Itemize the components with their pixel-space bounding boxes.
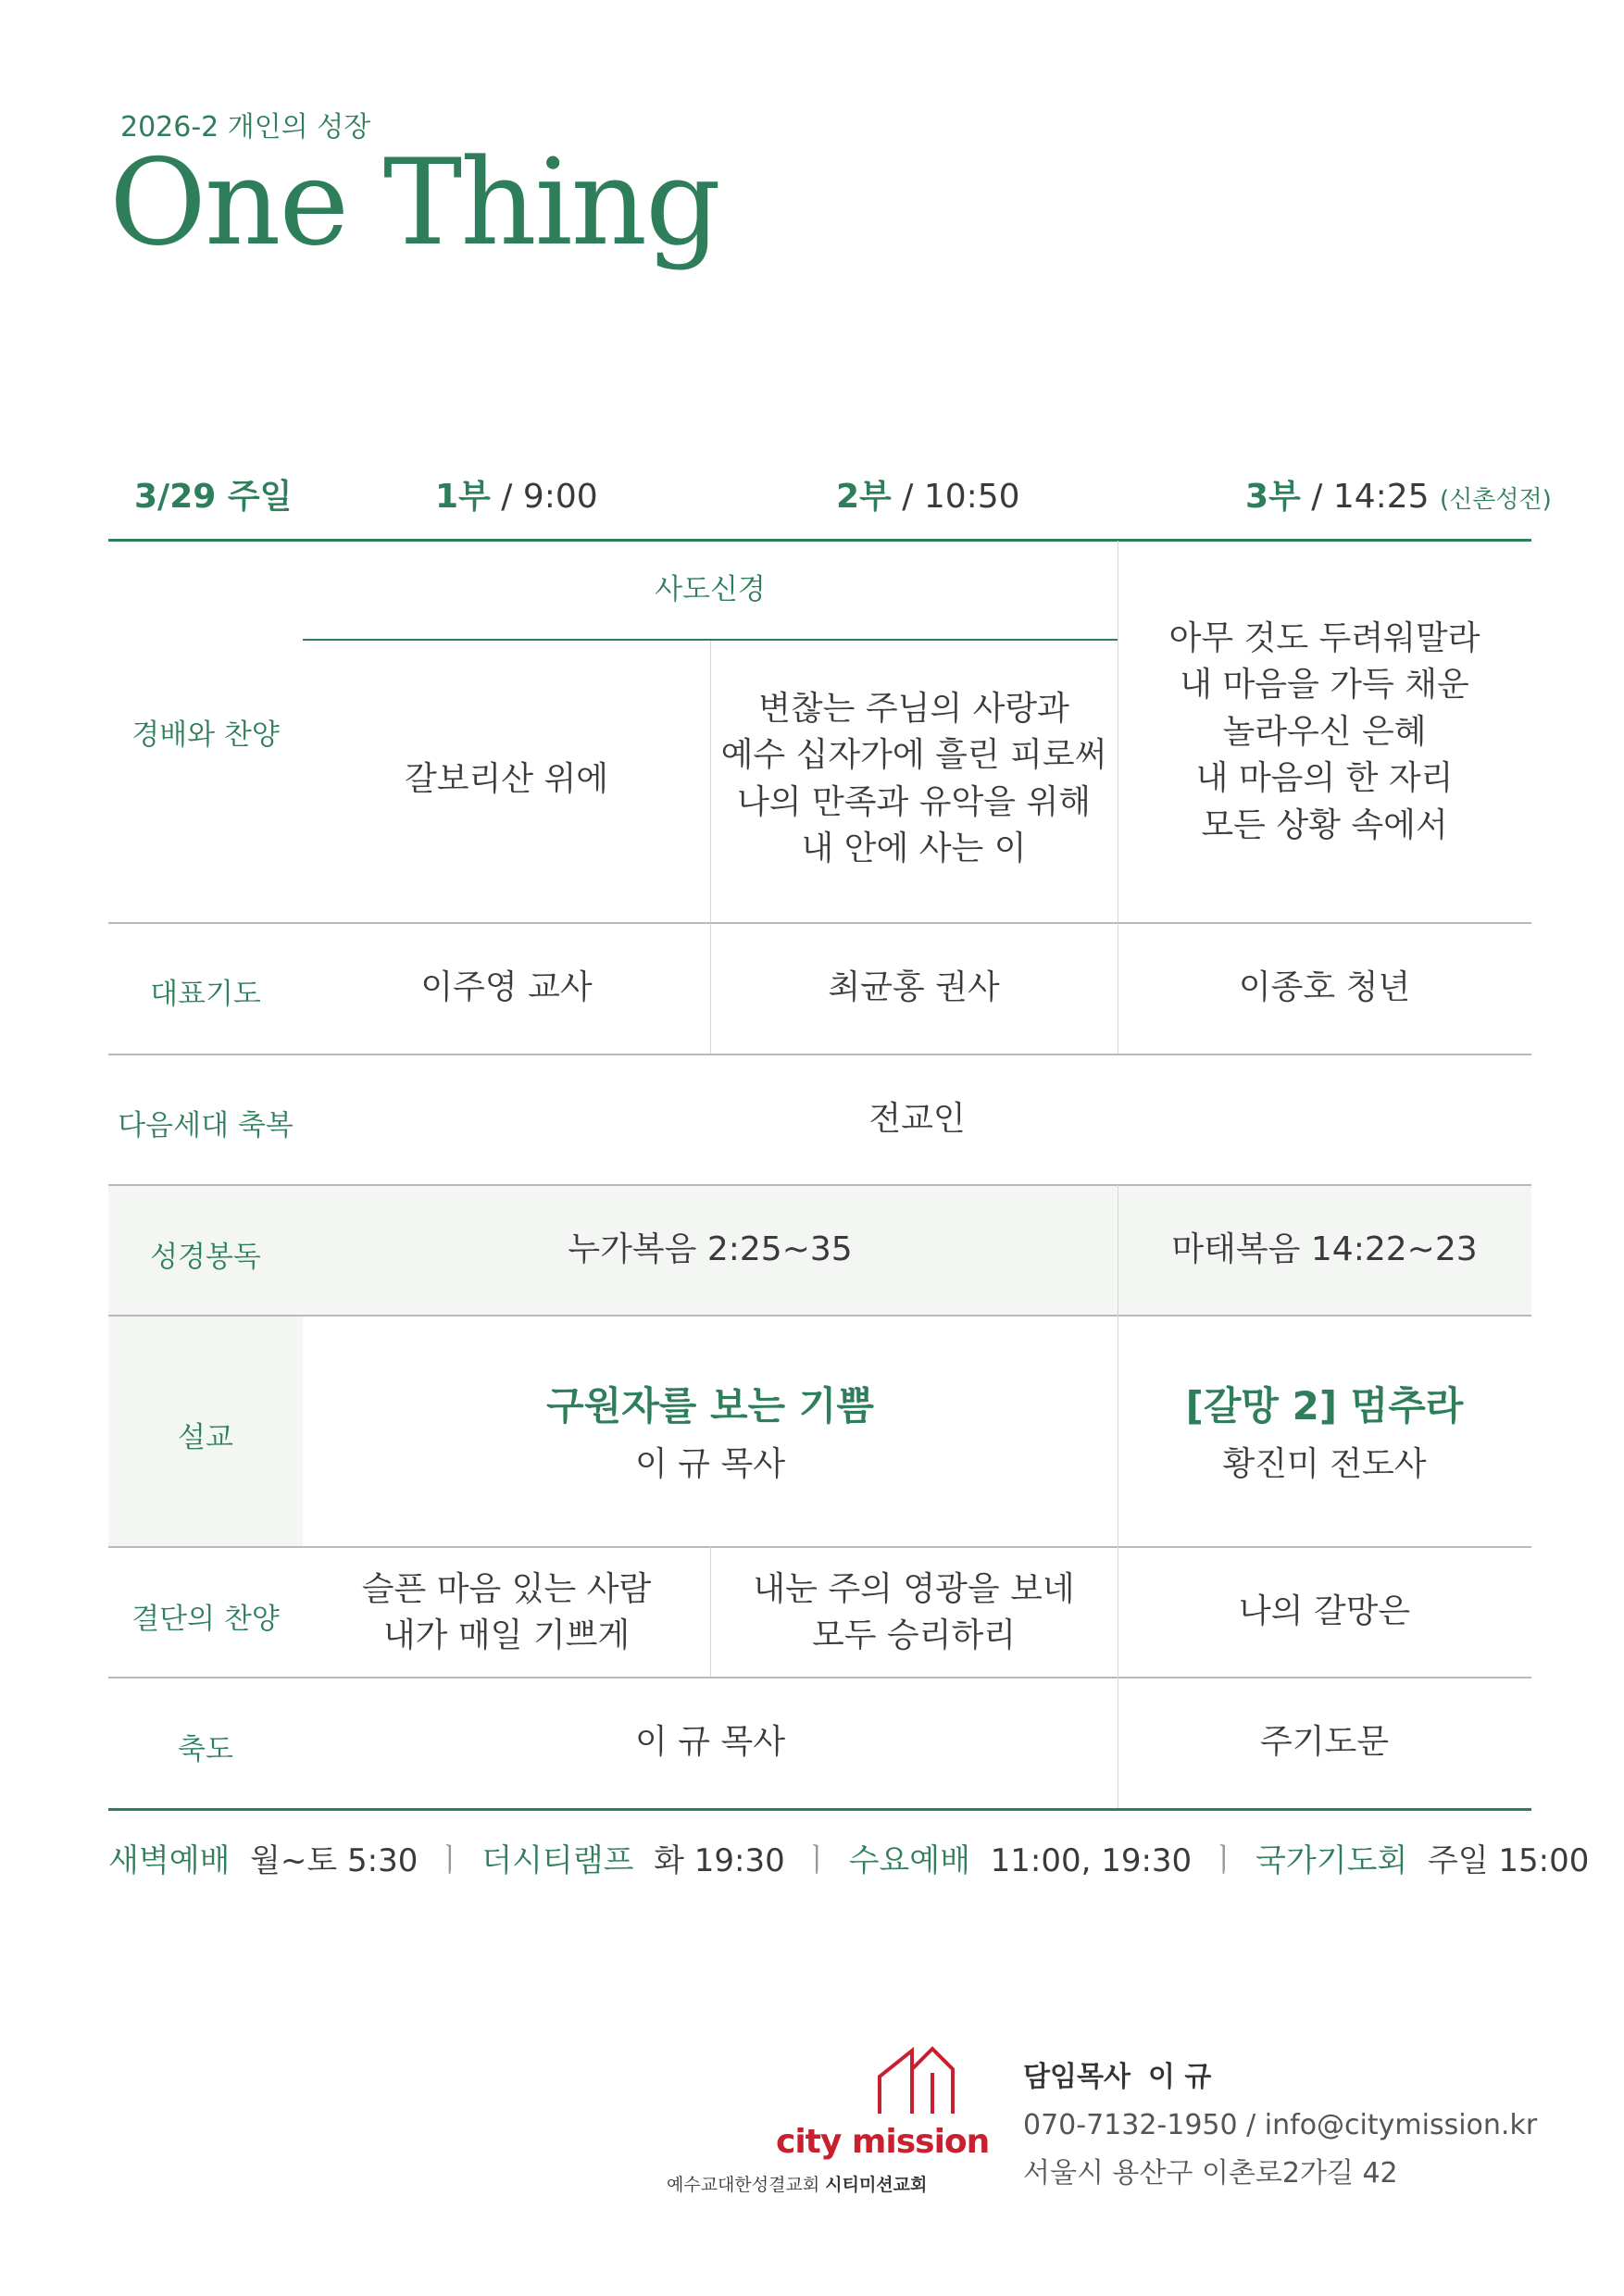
service-3-time: / 14:25	[1300, 478, 1430, 516]
schedule-key: 국가기도회	[1255, 1842, 1408, 1879]
row-divider	[108, 922, 1531, 924]
prayer-s1-cell: 이주영 교사	[420, 968, 593, 1006]
song-line: 아무 것도 두려워말라	[1168, 619, 1480, 657]
address: 서울시 용산구 이촌로2가길 42	[1023, 2157, 1398, 2190]
reading-s3-cell: 마태복음 14:22~23	[1171, 1230, 1478, 1268]
row-divider	[108, 1315, 1531, 1316]
church-logo	[667, 2041, 990, 2195]
song-line: 내 안에 사는 이	[801, 830, 1027, 868]
response-s1-cell	[303, 1566, 710, 1660]
row-label-reading: 성경봉독	[150, 1241, 261, 1274]
phone-email: 070-7132-1950 / info@citymission.kr	[1023, 2109, 1538, 2141]
schedule-key: 수요예배	[848, 1842, 970, 1879]
church-name: 시티미션교회	[825, 2175, 928, 2195]
prayer-s2-cell: 최균홍 권사	[828, 968, 1000, 1006]
sermon-speaker: 이 규 목사	[635, 1444, 785, 1483]
row-divider	[108, 1184, 1531, 1186]
header-subtitle: 2026-2 개인의 성장	[120, 111, 371, 144]
song-line: 놀라우신 은혜	[1222, 712, 1427, 751]
schedule-separator: ㅣ	[1208, 1842, 1240, 1879]
song-line: 내 마음의 한 자리	[1195, 759, 1454, 798]
service-2-header	[836, 470, 1020, 518]
song-line: 모두 승리하리	[811, 1616, 1017, 1655]
row-divider	[108, 1054, 1531, 1055]
pastor-label: 담임목사	[1023, 2061, 1131, 2093]
song-line: 내 마음을 가득 채운	[1180, 666, 1469, 705]
building-icon	[875, 2041, 977, 2115]
date-header	[134, 470, 292, 518]
table-top-rule	[108, 539, 1531, 542]
row-label-sermon: 설교	[178, 1421, 233, 1454]
pastor-line	[1023, 2053, 1537, 2102]
schedule-value: 화 19:30	[654, 1842, 785, 1879]
creed-cell: 사도신경	[655, 573, 766, 606]
service-2-time: / 10:50	[891, 478, 1020, 516]
response-s3-cell: 나의 갈망은	[1238, 1592, 1411, 1630]
schedule-value: 월~토 5:30	[250, 1842, 418, 1879]
service-1-header	[435, 470, 598, 518]
sermon-title: [갈망 2] 멈추라	[1185, 1383, 1464, 1429]
schedule-separator: ㅣ	[801, 1842, 832, 1879]
row-divider	[108, 1546, 1531, 1548]
sermon-title: 구원자를 보는 기쁨	[546, 1383, 874, 1429]
schedule-key: 새벽예배	[108, 1842, 231, 1879]
service-3-label: 3부	[1245, 478, 1301, 516]
song-line: 모든 상황 속에서	[1201, 805, 1448, 844]
sermon-s12-cell	[303, 1379, 1118, 1488]
worship-s1-cell: 갈보리산 위에	[404, 760, 609, 798]
contact-info	[1023, 2053, 1537, 2198]
sermon-speaker: 황진미 전도사	[1222, 1444, 1427, 1483]
schedule-separator: ㅣ	[434, 1842, 466, 1879]
reading-s12-cell: 누가복음 2:25~35	[568, 1230, 853, 1268]
service-3-header	[1245, 470, 1552, 518]
weekly-schedule	[108, 1835, 1590, 1880]
worship-s3-cell	[1118, 616, 1531, 849]
song-line: 나의 만족과 유악을 위해	[736, 782, 1092, 821]
row-label-prayer: 대표기도	[150, 978, 261, 1011]
row-label-benediction: 축도	[178, 1733, 233, 1766]
row-label-worship: 경배와 찬양	[131, 718, 280, 752]
song-line: 변찮는 주님의 사랑과	[758, 690, 1069, 728]
row-label-response: 결단의 찬양	[131, 1603, 280, 1636]
page-title: One Thing	[109, 134, 719, 272]
song-line: 내가 매일 기쁘게	[382, 1616, 631, 1655]
song-line: 내눈 주의 영광을 보네	[753, 1570, 1075, 1608]
service-1-time: / 9:00	[490, 478, 598, 516]
prayer-s3-cell: 이종호 청년	[1238, 968, 1411, 1006]
table-bottom-rule	[108, 1808, 1531, 1811]
logo-wordmark: city mission	[776, 2123, 990, 2161]
schedule-key: 더시티램프	[481, 1842, 634, 1879]
pastor-name: 이 규	[1148, 2061, 1212, 2093]
schedule-value: 주일 15:00	[1427, 1842, 1590, 1879]
benediction-s12-cell: 이 규 목사	[635, 1723, 785, 1761]
service-1-label: 1부	[435, 478, 491, 516]
row-label-blessing: 다음세대 축복	[118, 1109, 294, 1142]
response-s2-cell	[710, 1566, 1118, 1660]
song-line: 예수 십자가에 흘린 피로써	[720, 736, 1107, 775]
row-divider	[108, 1677, 1531, 1678]
service-2-label: 2부	[836, 478, 892, 516]
blessing-cell: 전교인	[868, 1100, 966, 1138]
schedule-value: 11:00, 19:30	[990, 1842, 1193, 1879]
service-3-note: (신촌성전)	[1440, 486, 1552, 514]
logo-subtitle	[667, 2171, 927, 2196]
worship-s2-cell	[710, 686, 1118, 873]
sermon-s3-cell	[1118, 1379, 1531, 1488]
song-line: 슬픈 마음 있는 사람	[361, 1570, 652, 1608]
denomination: 예수교대한성결교회	[667, 2175, 820, 2195]
benediction-s3-cell: 주기도문	[1259, 1723, 1390, 1761]
date-label: 3/29 주일	[134, 478, 293, 516]
